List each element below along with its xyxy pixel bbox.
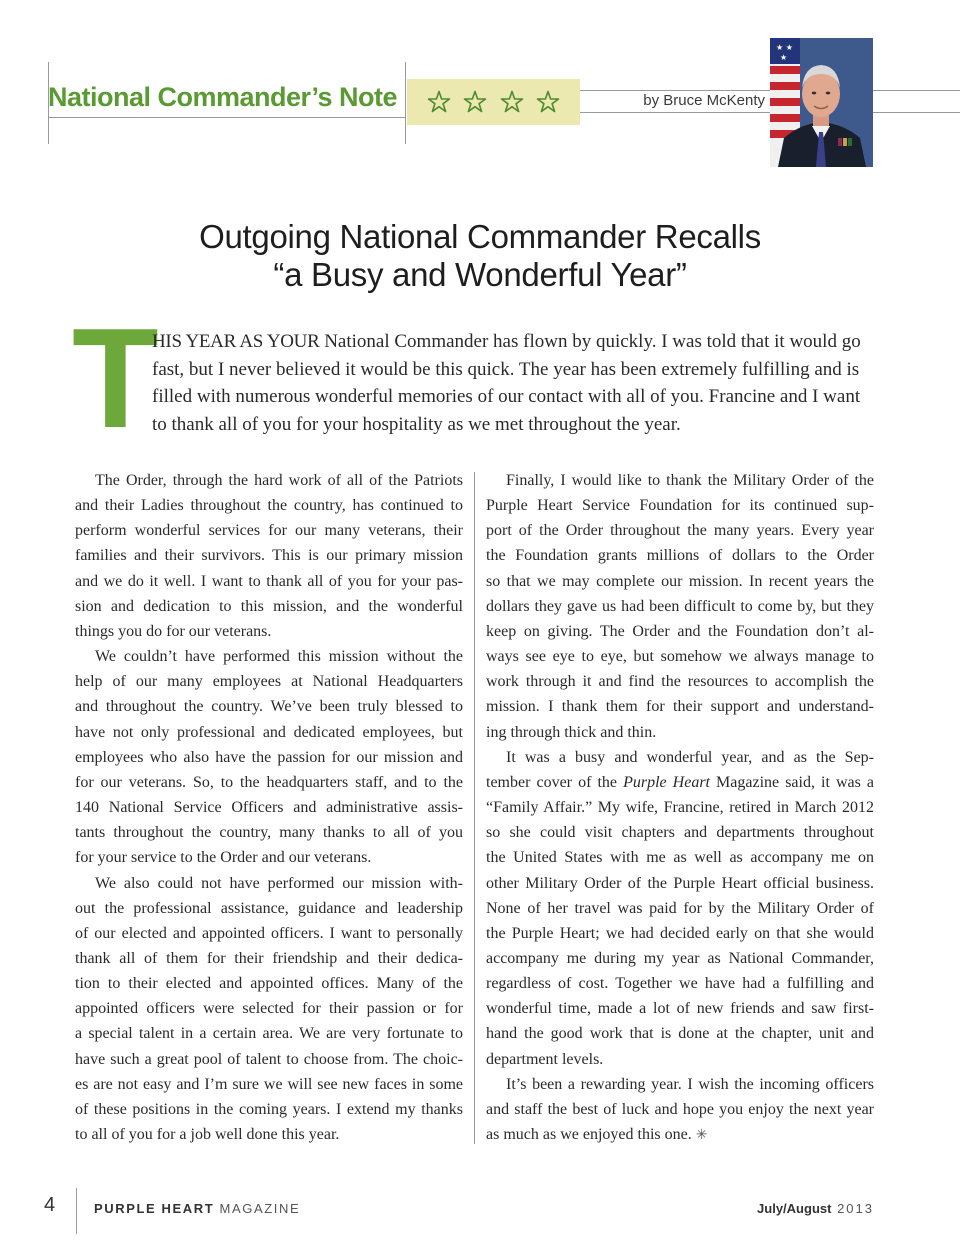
body-line: department levels. [486, 1050, 604, 1068]
body-line: dollars they gave us had been difficult to come by, but they [486, 597, 874, 615]
body-line [486, 1122, 874, 1148]
body-line: keep on giving. The Order and the Foundation don’t al- [486, 622, 874, 640]
header-far-right-rule-bottom [873, 112, 960, 113]
header-underline [48, 117, 406, 118]
star-icon [500, 90, 524, 114]
svg-text:★: ★ [780, 53, 788, 62]
column-divider [474, 472, 475, 1144]
body-line: the Purple Heart; we had decided early on that she would [486, 924, 874, 942]
header-right-rule-bottom [580, 112, 770, 113]
body-line: have such a great pool of talent to choose from. The choic- [75, 1050, 463, 1068]
header-far-right-rule-top [873, 90, 960, 91]
issue-months: July/August [757, 1201, 832, 1216]
svg-text:★ ★: ★ ★ [776, 43, 793, 52]
intro-line: filled with numerous wonderful memories of our contact with all of you. Francine and I want [152, 386, 861, 407]
intro-line: to thank all of you for your hospitality as we met throughout the year. [152, 413, 681, 435]
magazine-title-italic: Purple Heart [623, 773, 710, 791]
body-line: so she could visit chapters and departments throughout [486, 824, 874, 842]
magazine-name [94, 1201, 300, 1216]
end-mark-icon: ✳ [695, 1128, 708, 1144]
intro-line-rest: National Commander has flown by quickly. I was told that it would go [319, 331, 861, 352]
headline-line-2: “a Busy and Wonderful Year” [273, 256, 687, 293]
author-portrait [770, 38, 873, 167]
body-line: mission. I thank them for their support and understand- [486, 698, 874, 716]
body-line: families and their survivors. This is our primary mission [75, 547, 463, 565]
footer-rule [76, 1188, 77, 1234]
body-line: “Family Affair.” My wife, Francine, retired in March 2012 [486, 799, 874, 817]
body-line: ways see eye to eye, but somehow we always manage to [486, 648, 874, 666]
body-line: so that we may complete our mission. In recent years the [486, 572, 874, 590]
section-title: National Commander’s Note [48, 82, 398, 112]
body-line: employees who also have the passion for our mission and [75, 748, 463, 766]
page-number: 4 [44, 1194, 56, 1216]
star-icon [536, 90, 560, 114]
intro-line [152, 328, 874, 356]
body-line: accompany me during my year as National Commander, [486, 949, 874, 967]
portrait-image [770, 38, 873, 167]
body-line: and their Ladies throughout the country, has continued to [75, 497, 463, 515]
body-line: 140 National Service Officers and administrative assis- [75, 799, 463, 817]
magazine-name-light: MAGAZINE [214, 1201, 301, 1216]
header-mid-rule [405, 62, 406, 144]
star-icon [463, 90, 487, 114]
body-line: We couldn’t have performed this mission without the [95, 648, 463, 666]
body-column-left [75, 468, 463, 1147]
body-line-text: as much as we enjoyed this one. [486, 1126, 692, 1144]
body-line: ing through thick and thin. [486, 723, 657, 741]
star-icon [427, 90, 451, 114]
body-line: things you do for our veterans. [75, 622, 272, 640]
body-line: None of her travel was paid for by the Military Order of [486, 899, 874, 917]
body-line: It’s been a rewarding year. I wish the incoming officers [506, 1075, 874, 1093]
body-line: es are not easy and I’m sure we will see new faces in some [75, 1075, 463, 1093]
magazine-name-bold: PURPLE HEART [94, 1201, 215, 1216]
issue-year: 2013 [831, 1201, 874, 1216]
body-line: tants throughout the country, many thanks to all of you [75, 824, 463, 842]
headline-line-1: Outgoing National Commander Recalls [199, 218, 761, 255]
body-column-right [486, 468, 874, 1148]
body-line: for your service to the Order and our veterans. [75, 849, 372, 867]
author-byline: by Bruce McKenty [643, 92, 765, 109]
body-line: thank all of them for their friendship and their dedica- [75, 949, 463, 967]
body-line: tion to their elected and appointed offices. Many of the [75, 975, 463, 993]
article-headline [160, 218, 800, 294]
body-line: of our elected and appointed officers. I want to personally [75, 924, 463, 942]
issue-date [757, 1201, 874, 1216]
intro-lead-caps: HIS YEAR AS YOUR [152, 331, 320, 352]
body-line: the United States with me as well as accompany me on [486, 849, 874, 867]
body-line: Finally, I would like to thank the Military Order of the [506, 472, 874, 489]
body-line: appointed officers were selected for their passion or for [75, 1000, 463, 1018]
body-line: have not only professional and dedicated employees, but [75, 723, 463, 741]
body-line: to all of you for a job well done this year. [75, 1126, 340, 1144]
body-line: Purple Heart Service Foundation for its continued sup- [486, 497, 874, 515]
body-line: sion and dedication to this mission, and the wonderful [75, 597, 463, 615]
body-line: for our veterans. So, to the headquarters staff, and to the [75, 773, 463, 791]
header-right-rule-top [580, 90, 770, 91]
body-line: perform wonderful services for our many veterans, their [75, 522, 463, 540]
body-line: and we do it well. I want to thank all of you for your pas- [75, 572, 463, 590]
body-line: a special talent in a certain area. We are very fortunate to [75, 1025, 463, 1043]
body-line: and staff the best of luck and hope you enjoy the next year [486, 1100, 874, 1118]
body-line-end: Magazine said, it was a [710, 773, 875, 791]
body-line: hand the good work that is done at the chapter, unit and [486, 1025, 874, 1043]
body-line: the Foundation grants millions of dollars to the Order [486, 547, 874, 565]
body-line [486, 770, 874, 795]
body-line: The Order, through the hard work of all of the Patriots [95, 472, 463, 489]
body-line: It was a busy and wonderful year, and as the Sep- [506, 748, 874, 766]
body-line: of these positions in the coming years. I extend my thanks [75, 1100, 463, 1118]
intro-paragraph [152, 328, 874, 438]
body-line: wonderful time, made a lot of new friends and saw first- [486, 1000, 874, 1018]
intro-line: fast, but I never believed it would be this quick. The year has been extremely fulfilling and is [152, 358, 860, 380]
body-line: port of the Order throughout the many years. Every year [486, 522, 874, 540]
body-line: other Military Order of the Purple Heart official business. [486, 874, 874, 892]
body-line: out the professional assistance, guidance and leadership [75, 899, 463, 917]
body-line: help of our many employees at National Headquarters [75, 673, 463, 691]
body-line-start: tember cover of the [486, 773, 617, 791]
body-line: We also could not have performed our mission with- [95, 874, 463, 892]
stars-banner [407, 79, 580, 125]
drop-cap: T [72, 299, 159, 458]
body-line: work through it and find the resources to accomplish the [486, 673, 874, 691]
body-line: and throughout the country. We’ve been truly blessed to [75, 698, 463, 716]
body-line: regardless of cost. Together we have had a fulfilling and [486, 975, 874, 993]
